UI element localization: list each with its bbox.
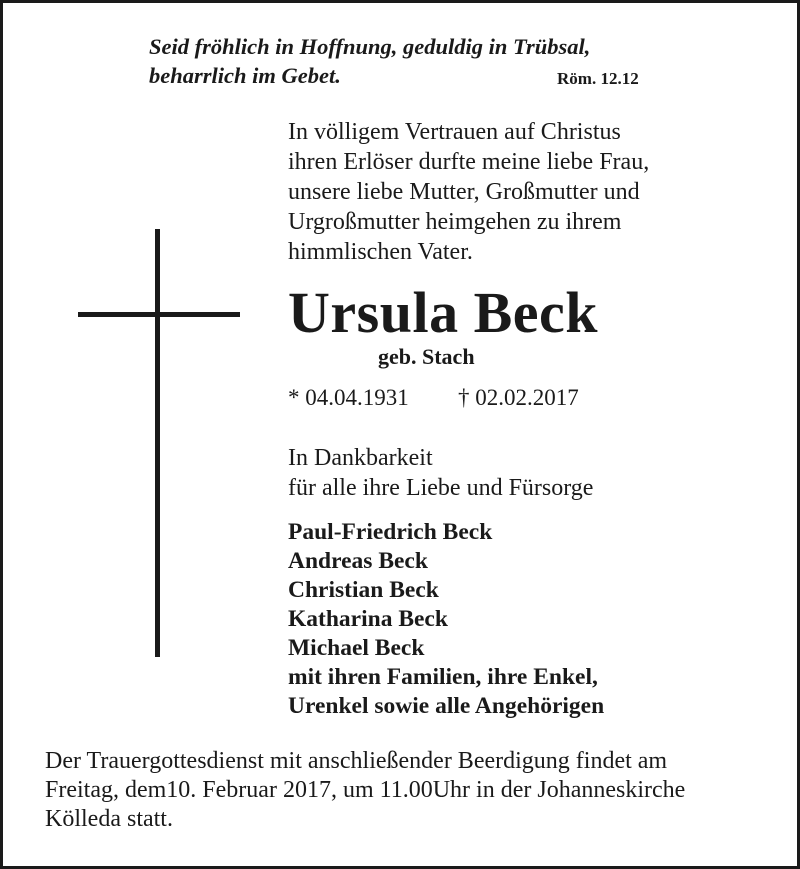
service-line: Der Trauergottesdienst mit anschließender Beerdigung findet am [45,748,668,774]
mourner: Andreas Beck [288,548,428,574]
bible-verse-line-2: beharrlich im Gebet. [149,63,341,88]
mourners-list [288,518,604,721]
intro-line: In völligem Vertrauen auf Christus [288,119,621,145]
intro-line: unsere liebe Mutter, Großmutter und [288,179,640,205]
deceased-name: Ursula Beck [288,280,598,345]
mourner: Michael Beck [288,635,425,661]
intro-line: himmlischen Vater. [288,239,473,265]
service-line: Kölleda statt. [45,806,173,832]
mourner: Urenkel sowie alle Angehörigen [288,693,605,719]
birth-name: geb. Stach [378,344,475,369]
funeral-service-info [45,747,685,834]
birth-date: * 04.04.1931 [288,385,409,410]
service-line: Freitag, dem10. Februar 2017, um 11.00Uhr in der Johanneskirche [45,777,686,803]
cross-icon-horizontal [78,312,240,317]
thanks-line: In Dankbarkeit [288,445,433,471]
intro-text [288,117,649,267]
cross-icon-vertical [155,229,160,657]
thanks-line: für alle ihre Liebe und Fürsorge [288,475,594,501]
mourner: Katharina Beck [288,606,448,632]
bible-verse-line-1: Seid fröhlich in Hoffnung, geduldig in Trübsal, [149,34,591,59]
mourner: mit ihren Familien, ihre Enkel, [288,664,598,690]
thanks-text [288,443,593,503]
mourner: Paul-Friedrich Beck [288,519,493,545]
intro-line: Urgroßmutter heimgehen zu ihrem [288,209,622,235]
mourner: Christian Beck [288,577,439,603]
bible-verse-reference: Röm. 12.12 [557,69,639,88]
intro-line: ihren Erlöser durfte meine liebe Frau, [288,149,650,175]
death-date: † 02.02.2017 [458,385,579,410]
